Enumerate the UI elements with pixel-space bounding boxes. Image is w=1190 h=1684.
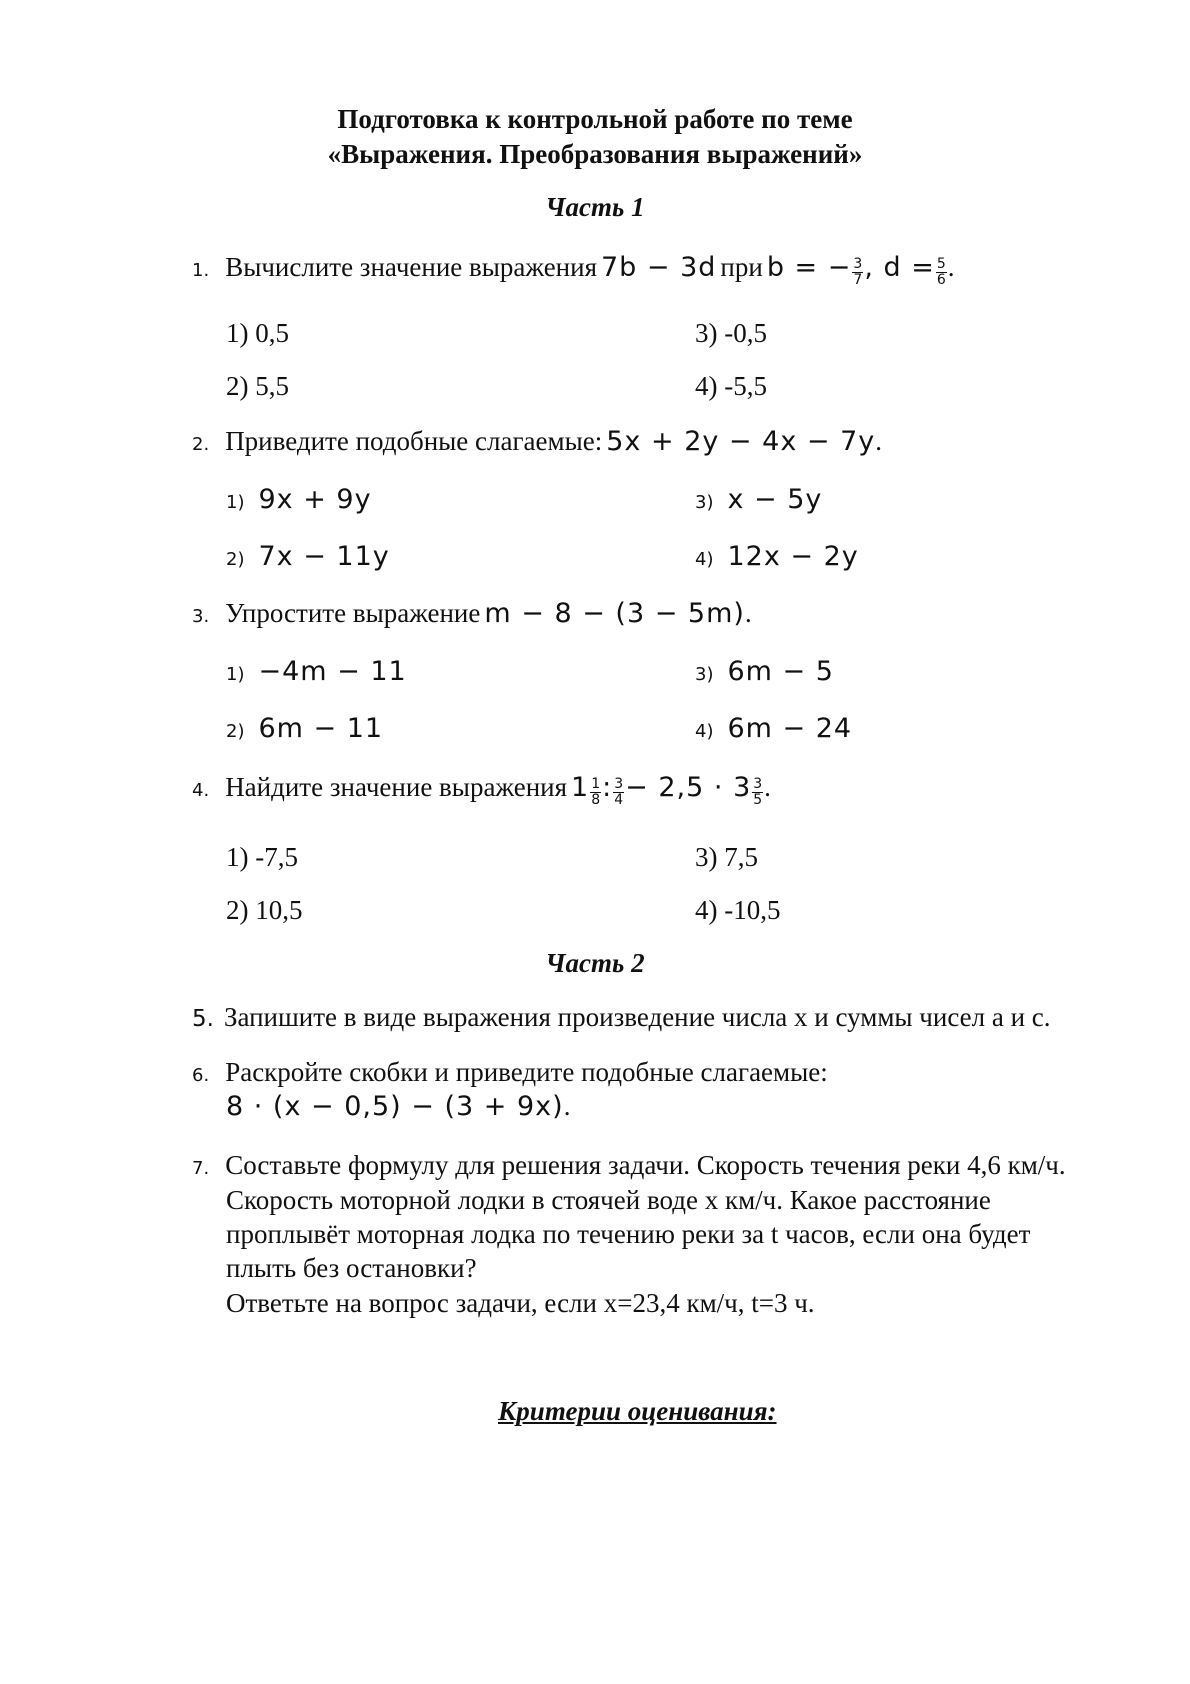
question-number: 5. [192, 1006, 214, 1032]
answer-option: 2) 7x − 11y [226, 541, 390, 572]
answer-option: 2) 5,5 [226, 371, 289, 401]
criteria-heading: Критерии оценивания: [498, 1396, 777, 1426]
answer-option: 2) 6m − 11 [226, 713, 384, 744]
question-text-line: Скорость моторной лодки в стоячей воде x км/ч. Какое расстояние [226, 1185, 991, 1215]
question-text-line: Ответьте на вопрос задачи, если x=23,4 км/ч, t=3 ч. [226, 1288, 815, 1318]
page-title-line2: «Выражения. Преобразования выражений» [327, 139, 863, 169]
answer-option: 4) -5,5 [695, 371, 767, 401]
question-text: Приведите подобные слагаемые: [225, 426, 603, 456]
fraction: $\frac{3}{7}$ [853, 255, 863, 288]
fraction: $\frac{3}{4}$ [614, 775, 624, 808]
math-whole: 1 [571, 772, 590, 803]
fraction: $\frac{1}{8}$ [591, 775, 601, 808]
question-number: 6. [192, 1065, 210, 1086]
part1-heading: Часть 1 [545, 192, 645, 222]
answer-option: 3) -0,5 [695, 318, 767, 348]
condition-word: при [720, 252, 763, 282]
part2-heading: Часть 2 [545, 948, 645, 978]
question-number: 3. [192, 606, 210, 627]
question-text-line: плыть без остановки? [226, 1253, 477, 1283]
answer-option: 1) 0,5 [226, 318, 289, 348]
question-2 [192, 426, 882, 457]
question-text: Упростите выражение [225, 598, 481, 628]
question-text-line: Составьте формулу для решения задачи. Скорость течения реки 4,6 км/ч. [225, 1150, 1066, 1180]
period: . [764, 772, 771, 802]
question-4 [192, 772, 771, 808]
answer-option: 4) 6m − 24 [695, 713, 853, 744]
question-3 [192, 598, 752, 629]
question-text: Раскройте скобки и приведите подобные слагаемые: [225, 1057, 828, 1087]
period: . [744, 598, 752, 628]
answer-option: 1) -7,5 [226, 842, 298, 872]
fraction: $\frac{3}{5}$ [753, 775, 763, 808]
question-1 [192, 252, 955, 288]
question-number: 4. [192, 780, 210, 801]
condition-d: , d = [864, 252, 935, 283]
question-text: Найдите значение выражения [225, 772, 568, 802]
question-text-line: проплывёт моторная лодка по течению реки за t часов, если она будет [226, 1219, 1031, 1249]
answer-option: 2) 10,5 [226, 895, 303, 925]
question-text: Запишите в виде выражения произведение числа x и суммы чисел a и c. [223, 1002, 1051, 1032]
condition-b: b = − [766, 252, 852, 283]
answer-option: 3) x − 5y [695, 484, 823, 515]
answer-option: 4) 12x − 2y [695, 541, 859, 572]
math-expression: 5x + 2y − 4x − 7y [606, 426, 876, 457]
question-number: 2. [192, 434, 210, 455]
question-number: 7. [192, 1158, 210, 1179]
question-text: Вычислите значение выражения [225, 252, 597, 282]
question-7 [192, 1150, 1066, 1181]
answer-option: 3) 6m − 5 [695, 656, 834, 687]
period: . [875, 426, 882, 456]
math-expression: − 2,5 · 3 [625, 772, 752, 803]
math-colon: : [602, 772, 613, 803]
question-5 [192, 1002, 1051, 1033]
math-expression: m − 8 − (3 − 5m) [484, 598, 745, 629]
answer-option: 3) 7,5 [695, 842, 758, 872]
answer-option: 4) -10,5 [695, 895, 781, 925]
answer-option: 1) 9x + 9y [226, 484, 372, 515]
math-expression: 7b − 3d [601, 252, 717, 283]
period: . [947, 252, 955, 282]
question-6-expression: 8 · (x − 0,5) − (3 + 9x). [226, 1091, 571, 1122]
question-number: 1. [192, 260, 210, 281]
fraction: $\frac{5}{6}$ [936, 255, 946, 288]
answer-option: 1) −4m − 11 [226, 656, 407, 687]
question-6 [192, 1057, 828, 1088]
page-title-line1: Подготовка к контрольной работе по теме [337, 104, 853, 134]
